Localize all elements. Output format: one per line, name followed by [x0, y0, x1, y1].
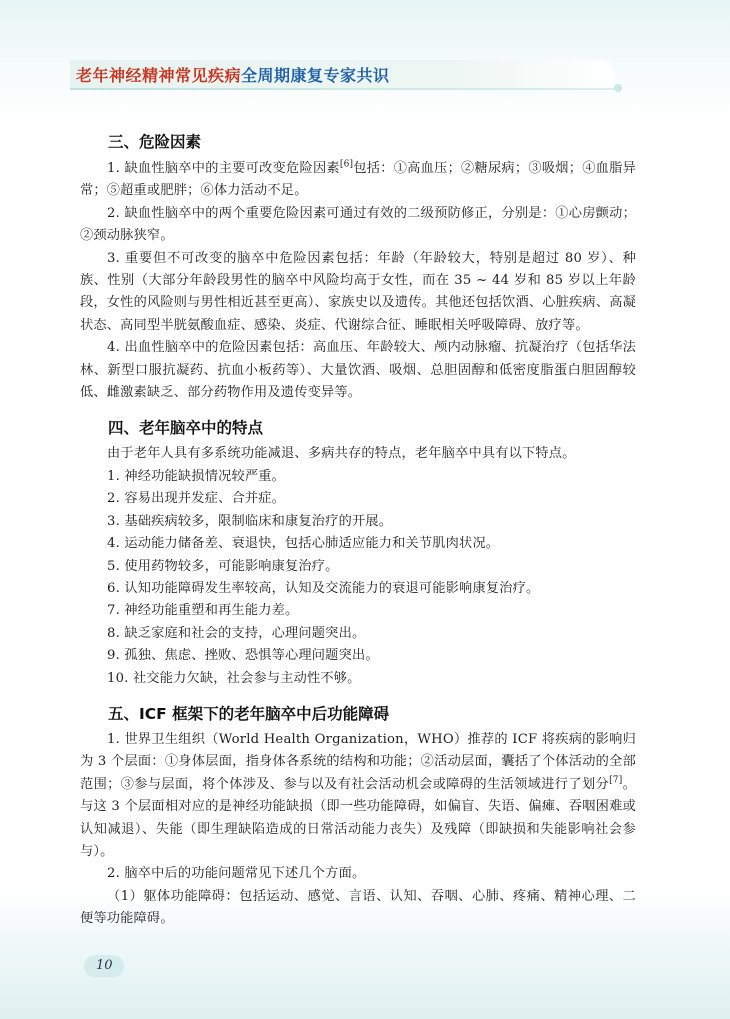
section-heading-risk-factors: 三、危险因素 — [108, 133, 202, 151]
running-title-blue: 全周期康复专家共识 — [241, 66, 390, 85]
running-header-title — [76, 63, 390, 86]
list-item: 10. 社交能力欠缺，社会参与主动性不够。 — [107, 670, 361, 686]
list-item: 7. 神经功能重塑和再生能力差。 — [107, 603, 299, 619]
paragraph-icf-2: 2. 脑卒中后的功能问题常见下述几个方面。 — [107, 866, 366, 882]
paragraph-icf-3: （1）躯体功能障碍：包括运动、感觉、言语、认知、吞咽、心肺、疼痛、精神心理、二便等功能障碍。 — [80, 888, 636, 927]
section-heading-icf: 五、ICF 框架下的老年脑卒中后功能障碍 — [108, 704, 390, 723]
list-item: 6. 认知功能障碍发生率较高，认知及交流能力的衰退可能影响康复治疗。 — [107, 580, 540, 596]
header-dot-ornament — [614, 84, 622, 92]
section-heading-features: 四、老年脑卒中的特点 — [108, 419, 264, 438]
list-item: 3. 基础疾病较多，限制临床和康复治疗的开展。 — [107, 513, 393, 529]
paragraph-risk-1: 1. 缺血性脑卒中的主要可改变危险因素[6]包括：①高血压；②糖尿病；③吸烟；④血脂异常；⑤超重或肥胖；⑥体力活动不足。 — [80, 159, 637, 199]
page-number: 10 — [96, 958, 113, 973]
page-number-badge — [84, 955, 124, 977]
header-divider — [70, 88, 618, 90]
list-item: 8. 缺乏家庭和社会的支持，心理问题突出。 — [107, 625, 366, 641]
features-intro: 由于老年人具有多系统功能减退、多病共存的特点，老年脑卒中具有以下特点。 — [107, 446, 576, 462]
paragraph-risk-3: 3. 重要但不可改变的脑卒中危险因素包括：年龄（年龄较大，特别是超过 80 岁）、种族、性别（大部分年龄段男性的脑卒中风险均高于女性，而在 35 ~ 44 岁和 85 岁以上年龄段，女性的风险则与男性相近甚至更高）、家族史以及遗传。其他还包括饮酒、心脏疾病、高凝状态、高同型半胱氨酸血症、感染、炎症、代谢综合征、睡眠相关呼吸障碍、放疗等。 — [80, 250, 636, 333]
paragraph-risk-4: 4. 出血性脑卒中的危险因素包括：高血压、年龄较大、颅内动脉瘤、抗凝治疗（包括华法林、新型口服抗凝药、抗血小板药等）、大量饮酒、吸烟、总胆固醇和低密度脂蛋白胆固醇较低、雌激素缺乏、部分药物作用及遗传变异等。 — [80, 340, 636, 401]
list-item: 9. 孤独、焦虑、挫败、恐惧等心理问题突出。 — [107, 648, 379, 664]
page-body — [80, 126, 636, 931]
list-item: 5. 使用药物较多，可能影响康复治疗。 — [107, 558, 339, 574]
paragraph-risk-2: 2. 缺血性脑卒中的两个重要危险因素可通过有效的二级预防修正，分别是：①心房颤动；②颈动脉狭窄。 — [80, 205, 636, 244]
running-title-red: 老年神经精神常见疾病 — [76, 66, 242, 85]
citation-ref: [7] — [609, 775, 623, 786]
list-item: 4. 运动能力储备差、衰退快，包括心肺适应能力和关节肌肉状况。 — [107, 536, 500, 552]
paragraph-icf-1: 1. 世界卫生组织（World Health Organization，WHO）推荐的 ICF 将疾病的影响归为 3 个层面：①身体层面，指身体各系统的结构和功能；②活动层面，囊括了个体活动的全部范围；③参与层面，将个体涉及、参与以及有社会活动机会或障碍的生活领域进行了划分[7]。与这 3 个层面相对应的是神经功能缺损（即一些功能障碍，如偏盲、失语、偏瘫、吞咽困难或认知减退）、失能（即生理缺陷造成的日常活动能力丧失）及残障（即缺损和失能影响社会参与）。 — [80, 731, 637, 859]
citation-ref: [6] — [339, 159, 354, 170]
list-item: 2. 容易出现并发症、合并症。 — [107, 491, 286, 507]
list-item: 1. 神经功能缺损情况较严重。 — [107, 468, 286, 484]
